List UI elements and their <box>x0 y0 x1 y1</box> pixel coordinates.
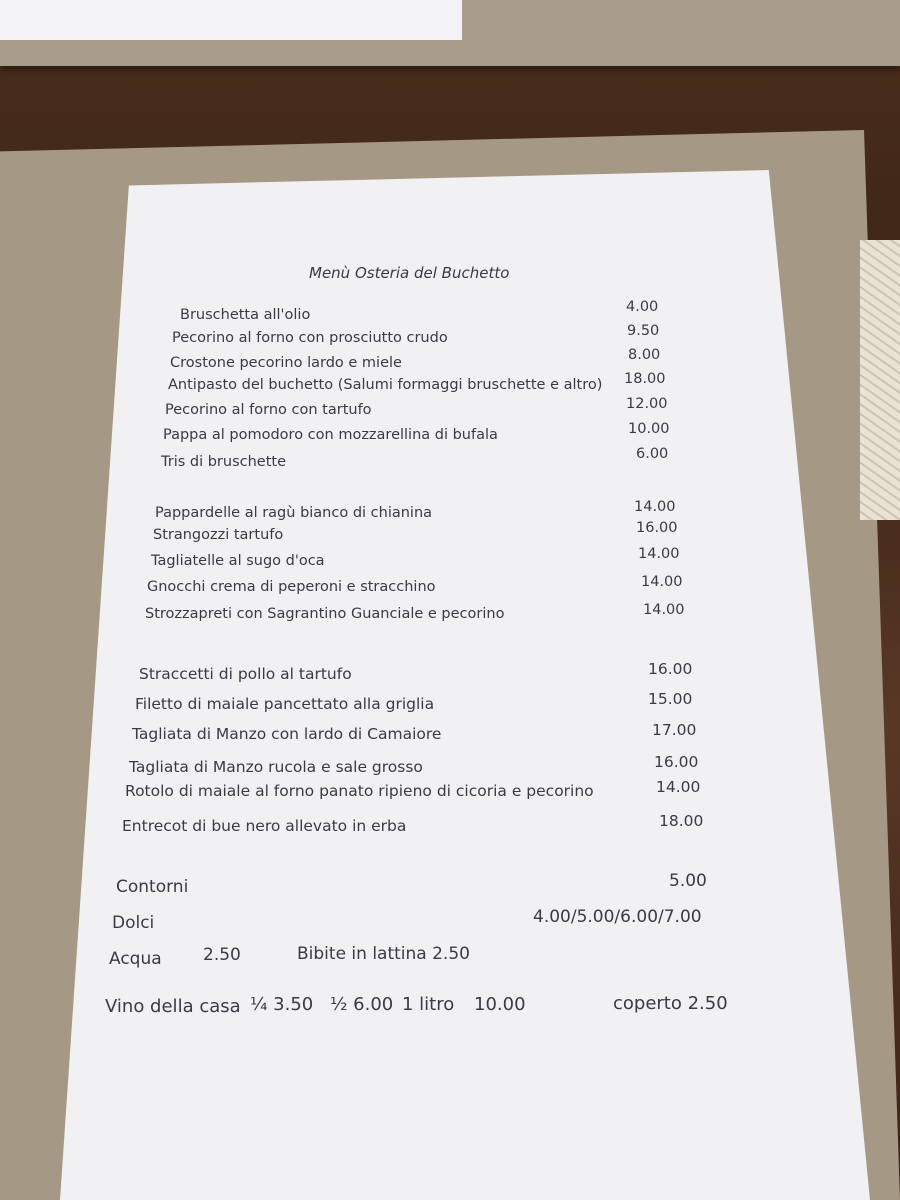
menu-item-name: Tagliatelle al sugo d'oca <box>151 553 325 569</box>
menu-item-price: 17.00 <box>652 721 697 739</box>
menu-item-name: Bruschetta all'olio <box>180 307 311 323</box>
menu-item-price: 6.00 <box>636 446 669 462</box>
bibite-label: Bibite in lattina 2.50 <box>297 944 470 964</box>
menu-item-name: Rotolo di maiale al forno panato ripieno di cicoria e pecorino <box>125 782 594 800</box>
vino-litro-label: 1 litro <box>402 994 455 1015</box>
menu-item-name: Strangozzi tartufo <box>153 527 284 543</box>
menu-item-name: Antipasto del buchetto (Salumi formaggi bruschette e altro) <box>168 377 603 393</box>
menu-item-price: 16.00 <box>648 660 693 678</box>
side-paper-sheet <box>860 240 900 520</box>
top-paper-sheet <box>0 0 462 40</box>
menu-sheet <box>60 170 870 1200</box>
vino-quarter-price: ¼ 3.50 <box>250 994 314 1015</box>
menu-item-name: Entrecot di bue nero allevato in erba <box>122 817 407 835</box>
menu-item-name: Straccetti di pollo al tartufo <box>139 665 352 683</box>
menu-item-price: 14.00 <box>641 574 683 590</box>
vino-litro-price: 10.00 <box>474 994 526 1015</box>
menu-item-price: 14.00 <box>634 499 676 515</box>
menu-item-price: 12.00 <box>626 396 668 412</box>
menu-item-price: 10.00 <box>628 421 670 437</box>
coperto-label: coperto 2.50 <box>613 993 728 1014</box>
vino-half-price: ½ 6.00 <box>330 994 394 1015</box>
menu-item-name: Pappardelle al ragù bianco di chianina <box>155 505 433 521</box>
menu-item-price: 18.00 <box>659 812 704 830</box>
vino-label: Vino della casa <box>105 996 241 1017</box>
menu-item-price: 15.00 <box>648 690 693 708</box>
menu-item-name: Gnocchi crema di peperoni e stracchino <box>147 579 436 595</box>
menu-item-price: 16.00 <box>654 753 699 771</box>
menu-item-price: 4.00 <box>626 299 659 315</box>
menu-item-name: Crostone pecorino lardo e miele <box>170 355 402 371</box>
menu-item-name: Filetto di maiale pancettato alla griglia <box>135 695 435 713</box>
menu-item-name: Pecorino al forno con prosciutto crudo <box>172 330 448 346</box>
menu-item-name: Tris di bruschette <box>161 454 287 470</box>
menu-item-name: Tagliata di Manzo con lardo di Camaiore <box>132 725 442 743</box>
menu-item-price: 14.00 <box>638 546 680 562</box>
menu-item-name: Pappa al pomodoro con mozzarellina di bufala <box>163 427 498 443</box>
menu-title: Menù Osteria del Buchetto <box>309 264 510 282</box>
menu-item-price: 8.00 <box>628 347 661 363</box>
menu-item-price: 9.50 <box>627 323 660 339</box>
menu-item-name: Strozzapreti con Sagrantino Guanciale e pecorino <box>145 606 505 622</box>
acqua-price: 2.50 <box>203 945 241 965</box>
menu-item-price: 14.00 <box>656 778 701 796</box>
contorni-label: Contorni <box>116 877 189 897</box>
menu-item-name: Tagliata di Manzo rucola e sale grosso <box>129 758 423 776</box>
acqua-label: Acqua <box>109 949 162 969</box>
dolci-price: 4.00/5.00/6.00/7.00 <box>533 907 702 927</box>
menu-item-price: 16.00 <box>636 520 678 536</box>
menu-item-price: 14.00 <box>643 602 685 618</box>
dolci-label: Dolci <box>112 913 155 933</box>
menu-item-name: Pecorino al forno con tartufo <box>165 402 372 418</box>
contorni-price: 5.00 <box>669 871 707 891</box>
menu-item-price: 18.00 <box>624 371 666 387</box>
